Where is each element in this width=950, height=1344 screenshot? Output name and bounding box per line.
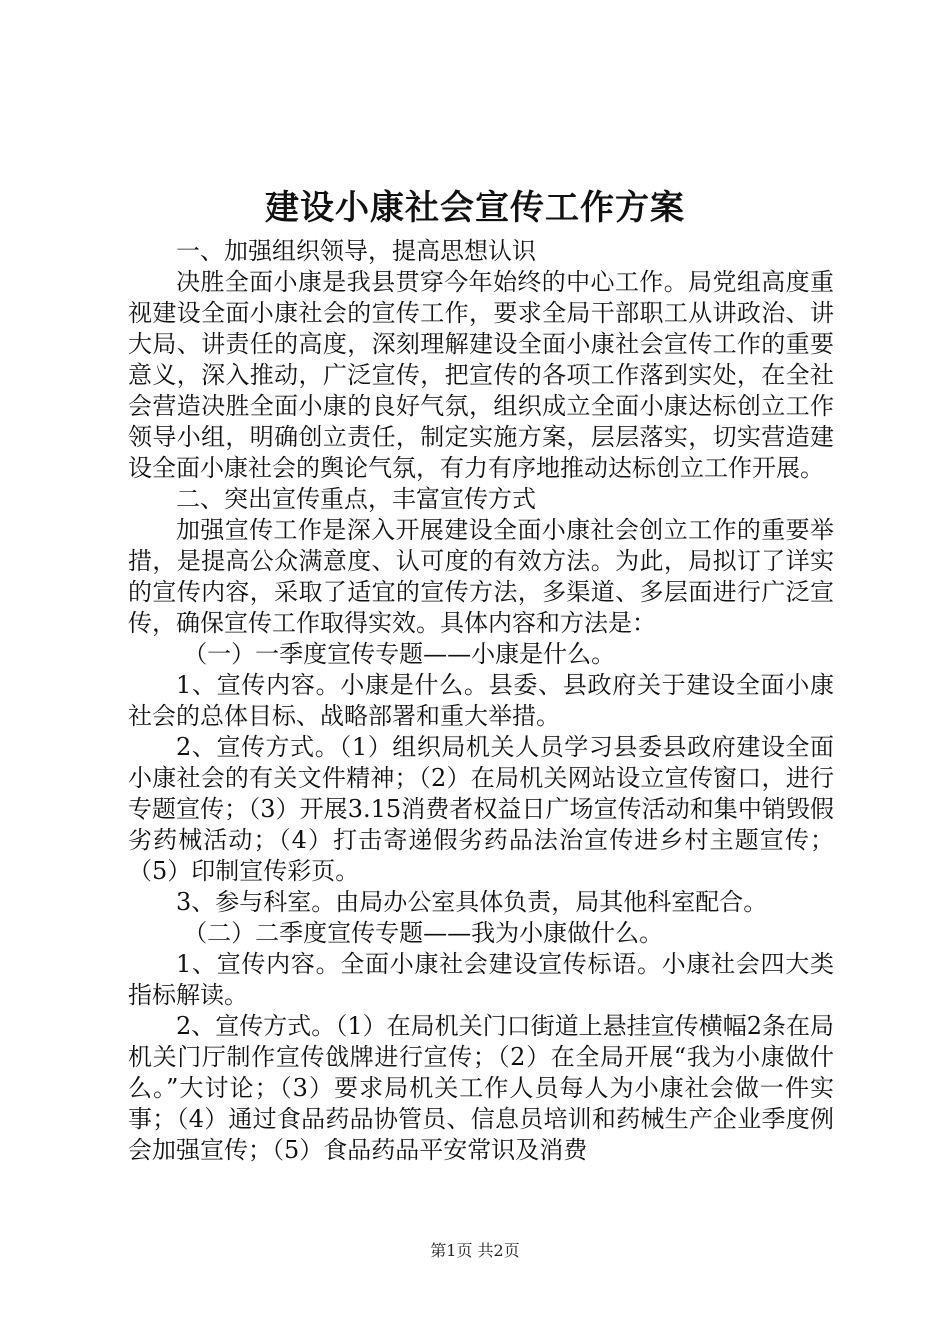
- page-footer: 第1页 共2页: [430, 1241, 520, 1260]
- paragraph: 加强宣传工作是深入开展建设全面小康社会创立工作的重要举措，是提高公众满意度、认可度的有效方法。为此，局拟订了详实的宣传内容，采取了适宜的宣传方法，多渠道、多层面进行广泛宣传，确保宣传工作取得实效。具体内容和方法是：: [128, 516, 834, 637]
- subsection-heading-2: （二）二季度宣传专题——我为小康做什么。: [183, 919, 664, 947]
- section-heading-1: 一、加强组织领导，提高思想认识: [176, 237, 536, 265]
- paragraph: 1、宣传内容。全面小康社会建设宣传标语。小康社会四大类指标解读。: [128, 950, 834, 1009]
- subsection-heading-1: （一）一季度宣传专题——小康是什么。: [183, 640, 616, 668]
- document-title: 建设小康社会宣传工作方案: [265, 188, 685, 228]
- document-body: [128, 236, 834, 1166]
- paragraph: 2、宣传方式。（1）在局机关门口街道上悬挂宣传横幅2条在局机关门厅制作宣传戗牌进行宣传；（2）在全局开展“我为小康做什么。”大讨论；（3）要求局机关工作人员每人为小康社会做一件实事；（4）通过食品药品协管员、信息员培训和药械生产企业季度例会加强宣传；（5）食品药品平安常识及消费: [128, 1012, 834, 1164]
- paragraph: 决胜全面小康是我县贯穿今年始终的中心工作。局党组高度重视建设全面小康社会的宣传工作，要求全局干部职工从讲政治、讲大局、讲责任的高度，深刻理解建设全面小康社会宣传工作的重要意义，深入推动，广泛宣传，把宣传的各项工作落到实处，在全社会营造决胜全面小康的良好气氛，组织成立全面小康达标创立工作领导小组，明确创立责任，制定实施方案，层层落实，切实营造建设全面小康社会的舆论气氛，有力有序地推动达标创立工作开展。: [128, 268, 834, 482]
- paragraph: 1、宣传内容。小康是什么。县委、县政府关于建设全面小康社会的总体目标、战略部署和重大举措。: [128, 671, 834, 730]
- paragraph: 2、宣传方式。（1）组织局机关人员学习县委县政府建设全面小康社会的有关文件精神；（2）在局机关网站设立宣传窗口，进行专题宣传；（3）开展3.15消费者权益日广场宣传活动和集中销毁假劣药械活动；（4）打击寄递假劣药品法治宣传进乡村主题宣传；（5）印制宣传彩页。: [128, 733, 834, 885]
- paragraph: 3、参与科室。由局办公室具体负责，局其他科室配合。: [176, 888, 768, 916]
- section-heading-2: 二、突出宣传重点，丰富宣传方式: [176, 485, 536, 513]
